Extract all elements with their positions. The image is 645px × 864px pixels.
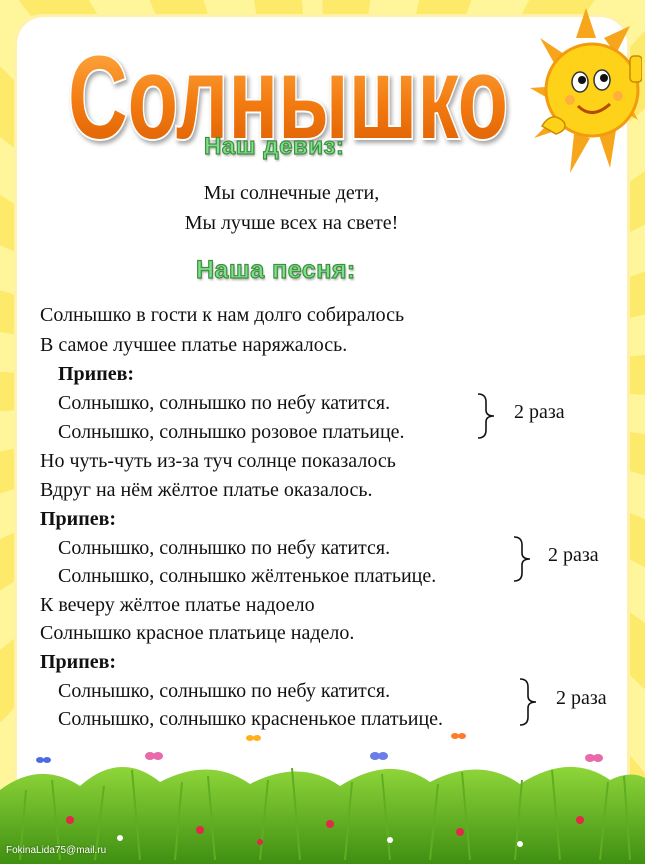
chorus-line: Солнышко, солнышко жёлтенькое платьице.	[58, 565, 437, 587]
song-heading: Наша песня:	[196, 256, 356, 284]
song-line: Но чуть-чуть из-за туч солнце показалось	[40, 450, 396, 472]
motto-line-2: Мы лучше всех на свете!	[184, 212, 399, 234]
title-text: Солнышко	[68, 32, 508, 160]
chorus-line: Солнышко, солнышко по небу катится.	[58, 392, 391, 414]
song-line: В самое лучшее платье наряжалось.	[40, 334, 348, 356]
repeat-label: 2 раза	[514, 401, 565, 423]
chorus-line: Солнышко, солнышко по небу катится.	[58, 680, 391, 702]
chorus-line: Солнышко, солнышко розовое платьице.	[58, 421, 405, 443]
song-line: К вечеру жёлтое платье надоело	[40, 594, 315, 616]
song-line: Солнышко в гости к нам долго собиралось	[40, 304, 405, 326]
chorus-line: Солнышко, солнышко по небу катится.	[58, 537, 391, 559]
chorus-label: Припев:	[40, 651, 117, 673]
chorus-label: Припев:	[40, 508, 117, 530]
repeat-label: 2 раза	[556, 687, 607, 709]
motto-line-1: Мы солнечные дети,	[203, 182, 380, 204]
grass-meadow	[0, 720, 645, 864]
repeat-label: 2 раза	[548, 544, 599, 566]
song-line: Вдруг на нём жёлтое платье оказалось.	[40, 479, 373, 501]
song-line: Солнышко красное платьице надело.	[40, 622, 355, 644]
chorus-line: Солнышко, солнышко красненькое платьице.	[58, 708, 444, 730]
brace-icon	[474, 392, 504, 440]
sun-mascot-icon	[530, 8, 642, 178]
brace-icon	[510, 535, 540, 583]
author-email: FokinaLida75@mail.ru	[6, 845, 107, 856]
chorus-label: Припев:	[58, 363, 135, 385]
motto-heading: Наш девиз:	[204, 133, 345, 160]
butterfly-icon	[36, 733, 603, 763]
